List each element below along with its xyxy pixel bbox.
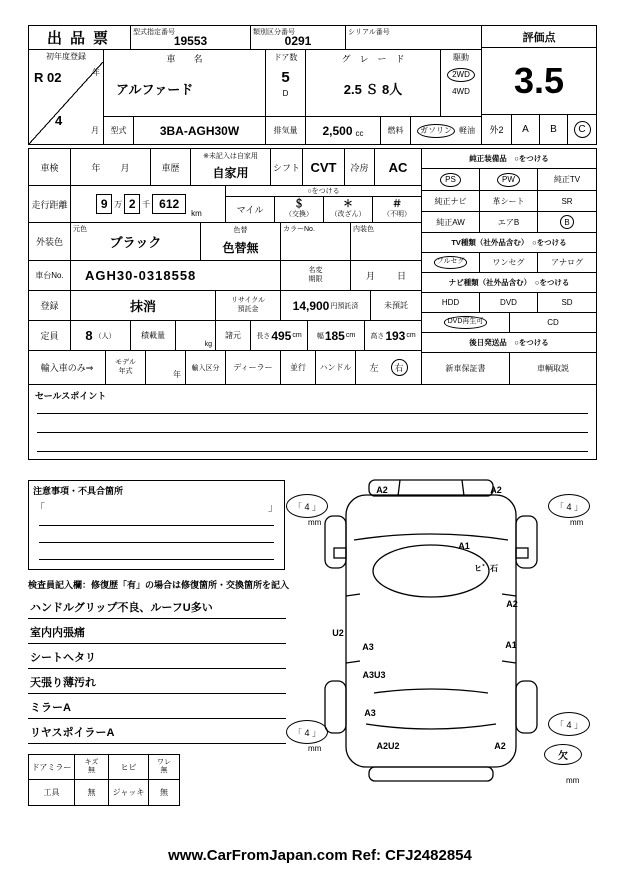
mile-section <box>226 186 421 222</box>
pw-circled: PW <box>497 173 520 187</box>
mile-option-unknown <box>373 197 421 222</box>
notes-line <box>39 559 274 560</box>
mileage-row <box>29 186 421 223</box>
load-unit: kg <box>204 341 212 348</box>
tool-label: 工具 <box>29 780 75 805</box>
registration-right <box>104 50 481 144</box>
mile-option-exchange <box>275 197 324 222</box>
mile-option-tampered <box>324 197 373 222</box>
sunroof-option: SR <box>561 196 573 206</box>
model-year-unit-cell <box>146 351 186 384</box>
fuel-cell <box>411 117 481 144</box>
hood-line <box>354 534 508 540</box>
inspector-note: 検査員記入欄：修復歴「有」の場合は修復箇所・交換箇所を記入 <box>28 580 290 590</box>
grade-value: 2.5 Ｓ 8人 <box>343 82 403 97</box>
defect-item: ハンドルグリップ不良、ルーフU多い <box>28 594 286 619</box>
dvd-playback-circled: DVD再生可 <box>444 316 488 329</box>
windshield-shape <box>373 545 489 597</box>
door-mirror-label: ドアミラー <box>29 755 75 779</box>
defect-item: 天張り薄汚れ <box>28 669 286 694</box>
fuel-option-gasoline: ガソリン <box>417 124 455 138</box>
height-unit: cm <box>406 332 416 339</box>
model-designation-value: 19553 <box>173 34 208 48</box>
mile-circle-note: ○をつける <box>226 186 421 197</box>
genuine-equipment-header: 純正装備品 ○をつける <box>422 149 596 169</box>
scratch-value: 無 <box>88 767 95 774</box>
dimensions-label: 諸元 <box>216 321 251 350</box>
sales-point-label: セールスポイント <box>35 391 107 401</box>
shaken-date-cell <box>71 149 151 185</box>
mile-symbol-unknown: ＃ <box>392 199 402 211</box>
sales-point-section <box>29 384 596 459</box>
import-dealer-option: ディーラー <box>226 351 281 384</box>
class-code-label: 類別区分番号 <box>253 29 295 36</box>
mirror-tool-table <box>28 754 180 806</box>
capacity-label: 定員 <box>29 321 71 350</box>
defect-item: シートヘタリ <box>28 644 286 669</box>
load-label: 積載量 <box>131 321 176 350</box>
chassis-value: AGH30-0318558 <box>85 268 197 283</box>
handle-left-option: 左 <box>369 363 379 373</box>
recycle-label-cell <box>216 291 281 320</box>
height-value: 193 <box>385 328 406 343</box>
odometer-man-unit: 万 <box>114 199 123 209</box>
first-registration-label: 初年度登録 <box>46 52 86 61</box>
doors-sub: D <box>282 89 289 98</box>
sheet-title-cell <box>29 26 131 49</box>
model-year-label-1: モデル <box>115 359 136 367</box>
panel-label-left-panel: A3 <box>362 642 374 652</box>
displacement-cell <box>306 117 381 144</box>
jack-label: ジャッキ <box>109 780 149 805</box>
odometer-km-unit: km <box>191 209 202 218</box>
registration-month-unit: 月 <box>91 126 99 135</box>
car-damage-diagram <box>312 478 550 783</box>
shift-label: シフト <box>271 149 303 185</box>
shaken-month-unit: 月 <box>120 162 130 173</box>
capacity-value-cell <box>71 321 131 350</box>
car-name-cell <box>104 50 266 116</box>
mile-sub-exchange: （交換） <box>285 211 313 219</box>
split-label: ワレ <box>157 758 171 766</box>
length-cell <box>251 321 308 350</box>
odometer-cell <box>71 186 226 222</box>
class-code-value: 0291 <box>284 34 312 48</box>
registration-year-unit: 年 <box>92 68 100 77</box>
tread-value-oval: 「 4 」 <box>286 720 328 744</box>
color-change-label: 色替 <box>233 227 248 234</box>
shaken-label: 車検 <box>29 149 71 185</box>
score-value: 3.5 <box>513 60 565 101</box>
chassis-row <box>29 261 421 291</box>
import-parallel-option: 並行 <box>281 351 316 384</box>
grade-a: A <box>512 115 540 144</box>
height-cell <box>365 321 421 350</box>
fuel-option-diesel: 軽油 <box>459 126 475 135</box>
base-color-value: ブラック <box>109 235 162 250</box>
new-car-warranty-option: 新車保証書 <box>422 353 510 384</box>
b-cell <box>538 212 596 232</box>
mirror-row <box>29 755 179 780</box>
model-year-cell <box>106 351 146 384</box>
color-change-cell <box>201 223 281 260</box>
recycle-label-1: リサイクル <box>230 297 266 305</box>
tread-value-oval: 「 4 」 <box>548 712 590 736</box>
displacement-value: 2,500 <box>322 123 353 138</box>
import-row <box>29 351 421 384</box>
displacement-label: 排気量 <box>266 117 306 144</box>
analog-option: アナログ <box>551 258 583 267</box>
equipment-row-3 <box>422 212 596 233</box>
mile-sub-unknown: （不明） <box>383 211 411 219</box>
rear-window-line <box>374 689 488 693</box>
mile-symbol-tampered: ＊ <box>343 199 353 211</box>
registration-status-label: 登録 <box>29 291 71 320</box>
import-only-label: 輸入車のみ⇒ <box>29 351 106 384</box>
drive-option-2wd: 2WD <box>447 68 475 82</box>
mile-symbol-exchange: ＄ <box>294 199 304 211</box>
owner-manual-option: 車輌取説 <box>537 364 569 373</box>
name-change-day-unit: 日 <box>397 271 407 281</box>
length-value: 495 <box>271 328 292 343</box>
navi-type-header: ナビ種類（社外品含む） ○をつける <box>422 273 596 293</box>
width-label: 幅 <box>316 332 324 340</box>
mile-options-row <box>226 197 421 222</box>
panel-label-right-door: A1 <box>505 640 517 650</box>
history-value: 自家用 <box>212 166 249 180</box>
sd-option: SD <box>561 298 573 307</box>
main-table <box>28 148 597 460</box>
score-label: 評価点 <box>482 26 596 48</box>
interior-color-label: 内装色 <box>353 226 374 233</box>
odometer-rest-digits: 612 <box>152 194 186 214</box>
missing-oval: 欠 <box>544 744 582 765</box>
sheet-title: 出品票 <box>46 30 116 47</box>
tread-value-oval: 「 4 」 <box>548 494 590 518</box>
equipment-row-1 <box>422 169 596 191</box>
tread-mm-unit: mm <box>308 744 322 753</box>
panel-label-left-quarter: A3U3 <box>362 670 386 680</box>
panel-label-right-fender: A2 <box>506 599 518 609</box>
main-table-right <box>421 149 596 384</box>
mirror-right-shape <box>516 548 528 558</box>
mile-label: マイル <box>226 197 275 222</box>
panel-label-left-door-dent: U2 <box>332 628 344 638</box>
color-no-cell <box>281 223 351 260</box>
name-change-month-unit: 月 <box>365 271 375 281</box>
registration-status-row <box>29 291 421 321</box>
doors-cell <box>266 50 306 116</box>
name-change-cell <box>281 261 351 290</box>
notes-line <box>39 542 274 543</box>
pw-cell <box>480 169 538 190</box>
model-code-row <box>104 116 481 144</box>
recycle-fee-cell <box>281 291 371 320</box>
handle-label: ハンドル <box>316 351 356 384</box>
exterior-grade-row <box>482 114 596 144</box>
header-left <box>29 26 481 144</box>
navi-type-row <box>422 293 596 313</box>
sales-point-line <box>37 451 588 452</box>
first-registration-cell <box>29 50 104 144</box>
tool-value: 無 <box>75 780 109 805</box>
interior-color-cell <box>351 223 421 260</box>
model-value: 3BA-AGH30W <box>134 117 266 144</box>
ps-cell <box>422 169 480 190</box>
chassis-value-cell <box>71 261 281 290</box>
class-code-cell <box>251 26 346 49</box>
wheel-front-right <box>516 516 537 568</box>
ac-label: 冷房 <box>345 149 375 185</box>
recycle-fee-value: 14,900 <box>292 298 330 313</box>
panel-label-front-bumper-left: A2 <box>376 485 388 495</box>
model-designation-cell <box>131 26 251 49</box>
car-body-shape <box>346 495 516 767</box>
history-note: ※未記入は自家用 <box>203 153 258 160</box>
defect-list <box>28 594 286 744</box>
shaken-year-unit: 年 <box>91 162 101 173</box>
load-unit-cell <box>176 321 216 350</box>
score-box <box>481 26 596 144</box>
history-cell <box>191 149 271 185</box>
tool-row <box>29 780 179 805</box>
tv-type-row <box>422 253 596 273</box>
defect-notes-title: 注意事項・不具合箇所 <box>33 486 124 496</box>
wheel-front-left <box>325 516 346 568</box>
registration-area <box>29 50 481 144</box>
recycle-label-2: 預託金 <box>237 305 259 313</box>
drive-cell <box>441 50 481 116</box>
scrat​ch-label: キズ <box>84 758 99 766</box>
fuel-label: 燃料 <box>381 117 411 144</box>
tailgate-line <box>366 724 496 729</box>
grade-c-circled: C <box>574 121 591 138</box>
shift-value: CVT <box>303 149 345 185</box>
base-color-label: 元色 <box>73 226 87 233</box>
genuine-navi-option: 純正ナビ <box>422 191 480 211</box>
capacity-unit: （人） <box>94 332 116 340</box>
ac-value: AC <box>388 159 408 175</box>
recycle-not-deposited: 未預託 <box>384 301 408 310</box>
grade-cell <box>306 50 441 116</box>
fullseg-cell <box>422 253 480 272</box>
tread-mm-unit: mm <box>308 518 322 527</box>
panel-label-rear-bumper-right: A2 <box>494 741 506 751</box>
serial-cell <box>346 26 481 49</box>
car-name-label: 車 名 <box>166 54 203 64</box>
width-value: 185 <box>324 328 345 343</box>
drive-option-4wd: 4WD <box>452 87 470 96</box>
length-unit: cm <box>292 332 302 339</box>
grade-c-cell <box>568 115 596 144</box>
tv-type-header: TV種類（社外品含む） ○をつける <box>422 233 596 253</box>
doors-value: 5 <box>281 69 290 86</box>
leather-seat-option: 革シート <box>480 191 538 211</box>
displacement-unit: cc <box>355 128 364 138</box>
media-row <box>422 313 596 333</box>
defect-item: 室内内張痛 <box>28 619 286 644</box>
tread-mm-unit: mm <box>570 518 584 527</box>
notes-line <box>39 525 274 526</box>
name-change-label-2: 期限 <box>308 275 323 283</box>
bracket-mark-right: 」 <box>268 503 278 514</box>
handle-options-cell <box>356 351 421 384</box>
tread-depth-front-right <box>548 494 590 527</box>
exterior-grade-label: 外2 <box>482 115 512 144</box>
name-change-label-1: 名変 <box>308 267 323 275</box>
panel-label-hood: A1 <box>458 541 470 551</box>
jack-value: 無 <box>160 788 168 797</box>
dvd-playback-cell <box>422 313 510 332</box>
serial-label: シリアル番号 <box>348 29 390 36</box>
bracket-mark-left: 「 <box>35 503 45 514</box>
name-change-date-cell <box>351 261 421 290</box>
tread-value-oval: 「 4 」 <box>286 494 328 518</box>
grade-b: B <box>540 115 568 144</box>
length-label: 長さ <box>256 332 271 340</box>
defect-item: リヤスポイラーA <box>28 719 286 744</box>
split-value: 無 <box>160 767 168 774</box>
genuine-tv-option: 純正TV <box>553 175 581 184</box>
tread-depth-rear-right <box>548 712 590 736</box>
mileage-label: 走行距離 <box>29 186 71 222</box>
sales-point-line <box>37 413 588 414</box>
recycle-fee-unit: 円預託済 <box>330 302 359 310</box>
capacity-value: 8 <box>85 328 93 343</box>
doors-label: ドア数 <box>273 53 298 62</box>
model-label: 型式 <box>104 117 134 144</box>
stone-chip-label: ヒ゛石 <box>474 564 498 573</box>
panel-label-left-rear: A3 <box>364 708 376 718</box>
footer-url: www.CarFromJapan.com Ref: CFJ2482854 <box>168 847 472 864</box>
model-designation-label: 型式指定番号 <box>133 29 175 36</box>
chassis-label: 車台No. <box>29 261 71 290</box>
odometer-sen-digit: 2 <box>124 194 140 214</box>
width-unit: cm <box>345 332 356 339</box>
height-label: 高さ <box>370 332 385 340</box>
panel-label-rear-bumper-left: A2U2 <box>376 741 400 751</box>
car-name-row <box>104 50 481 116</box>
color-row <box>29 223 421 261</box>
odometer-man-digit: 9 <box>96 194 112 214</box>
history-label: 車歴 <box>151 149 191 185</box>
odometer-sen-unit: 千 <box>142 199 151 209</box>
import-division-label: 輸入区分 <box>186 351 226 384</box>
base-color-cell <box>71 223 201 260</box>
defect-notes-box <box>28 480 285 570</box>
tread-mm-unit: mm <box>566 776 580 785</box>
registration-month: 4 <box>55 113 63 128</box>
airbag-option: エアB <box>480 212 538 232</box>
hdd-option: HDD <box>422 293 480 312</box>
defect-item: ミラーA <box>28 694 286 719</box>
dvd-option: DVD <box>480 293 538 312</box>
registration-status-value: 抹消 <box>71 291 216 320</box>
header-block <box>28 25 597 145</box>
handle-right-circled: 右 <box>391 359 408 376</box>
ps-circled: PS <box>440 173 461 187</box>
scratch-cell <box>75 755 109 779</box>
width-cell <box>308 321 365 350</box>
exterior-color-label: 外装色 <box>29 223 71 260</box>
model-year-unit: 年 <box>173 370 181 379</box>
b-circled: B <box>560 215 574 229</box>
capacity-row <box>29 321 421 351</box>
car-name-value: アルファード <box>116 82 194 97</box>
mile-sub-tampered: （改ざん） <box>330 211 366 219</box>
split-cell <box>149 755 179 779</box>
wheel-rear-right <box>516 681 537 733</box>
header-strip <box>29 26 481 50</box>
genuine-aw-option: 純正AW <box>422 212 480 232</box>
color-change-value: 色替無 <box>222 241 259 255</box>
color-no-label: カラーNo. <box>283 226 315 233</box>
fullseg-circled: フルセグ <box>434 256 468 269</box>
grade-label: グ レ ー ド <box>341 54 405 64</box>
rear-bumper-shape <box>369 767 493 781</box>
oneseg-option: ワンセグ <box>480 253 538 272</box>
registration-era: R 02 <box>34 70 62 85</box>
later-shipment-header: 後日発送品 ○をつける <box>422 333 596 353</box>
sales-point-line <box>37 432 588 433</box>
cd-option: CD <box>547 318 559 327</box>
drive-label: 駆動 <box>453 53 469 62</box>
documents-row <box>422 353 596 384</box>
mirror-left-shape <box>334 548 346 558</box>
shaken-row <box>29 149 421 186</box>
crack-label: ヒビ <box>109 755 149 779</box>
model-year-label-2: 年式 <box>118 367 133 375</box>
wheel-rear-left <box>325 681 346 733</box>
main-table-left <box>29 149 421 384</box>
equipment-row-2 <box>422 191 596 212</box>
panel-label-front-bumper-right: A2 <box>490 485 502 495</box>
first-registration-value-area <box>29 62 103 144</box>
